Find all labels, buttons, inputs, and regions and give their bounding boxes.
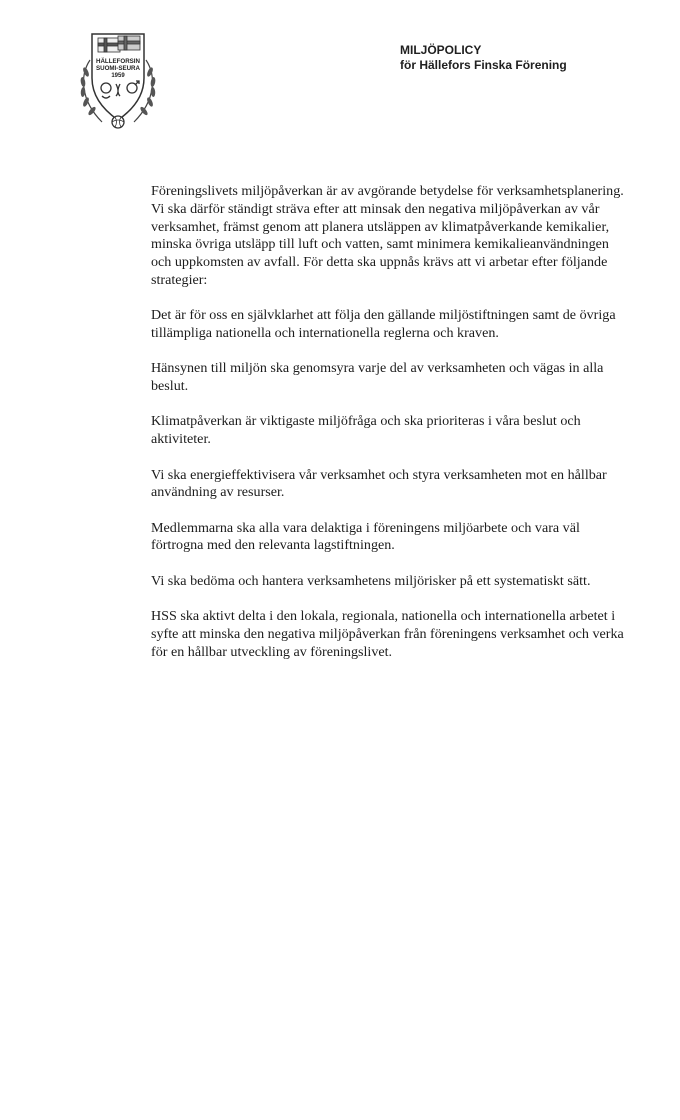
policy-paragraph: Hänsynen till miljön ska genomsyra varje del av verksamheten och vägas in alla beslut. bbox=[151, 360, 604, 395]
policy-paragraph: Medlemmarna ska alla vara delaktiga i föreningens miljöarbete och vara väl förtrogna med den relevanta lagstiftningen. bbox=[151, 519, 580, 554]
document-subtitle: för Hällefors Finska Förening bbox=[400, 58, 567, 72]
policy-paragraph: HSS ska aktivt delta i den lokala, regionala, nationella och internationella arbetet i syfte att minska den negativa miljöpåverkan från föreningens verksamhet och verka för en hållbar utveckling av föreningslivet. bbox=[151, 608, 624, 660]
club-crest bbox=[72, 30, 164, 132]
crest-name-line2: SUOMI-SEURA bbox=[95, 65, 141, 72]
policy-paragraph: Vi ska energieffektivisera vår verksamhet och styra verksamheten mot en hållbar användning av resurser. bbox=[151, 466, 607, 501]
club-crest-icon bbox=[72, 30, 164, 132]
document-title: MILJÖPOLICY bbox=[400, 43, 482, 57]
policy-paragraph: Vi ska bedöma och hantera verksamhetens miljörisker på ett systematiskt sätt. bbox=[151, 572, 591, 589]
policy-body bbox=[151, 183, 631, 679]
crest-name-line1: HÄLLEFORSIN bbox=[96, 58, 140, 65]
crest-year: 1959 bbox=[111, 73, 125, 79]
document-header bbox=[400, 43, 567, 73]
policy-paragraph: Klimatpåverkan är viktigaste miljöfråga och ska prioriteras i våra beslut och aktiviteter. bbox=[151, 413, 581, 448]
policy-paragraph: Föreningslivets miljöpåverkan är av avgörande betydelse för verksamhetsplanering. Vi ska därför ständigt sträva efter att minsak den negativa miljöpåverkan av vår verksamhet, främst genom att planera utsläppen av klimatpåverkande kemikalier, minska övriga utsläpp till luft och vatten, samt minimera kemikalieanvändningen och uppkomsten av avfall. För detta ska uppnås krävs att vi arbetar efter följande strategier: bbox=[151, 183, 624, 288]
policy-paragraph: Det är för oss en självklarhet att följa den gällande miljöstiftningen samt de övriga tillämpliga nationella och internationella reglerna och kraven. bbox=[151, 307, 616, 342]
